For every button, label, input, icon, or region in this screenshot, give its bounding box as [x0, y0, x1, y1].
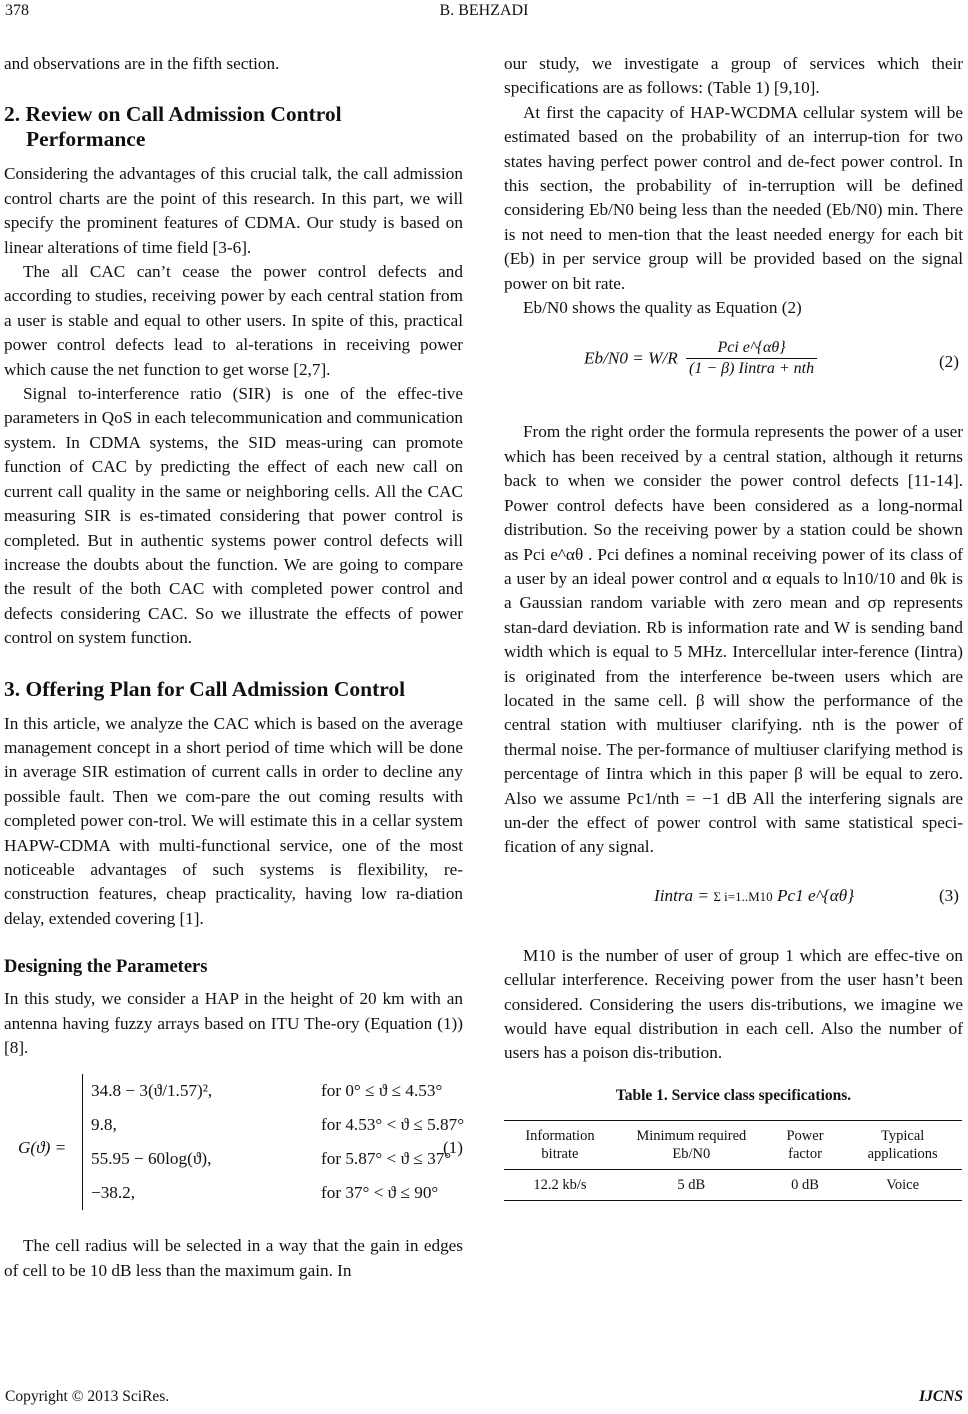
paragraph: Signal to-interference ratio (SIR) is one of the effec-tive parameters in QoS in each telecommunication and communication system. In CDMA systems, the SID meas-uring can promote function of CAC by predicting the effect of each new call on current call quality in the same or neighboring cells. All the CAC measuring SIR is es-timated considering that power control is completed. But in authentic systems power control defects will increase the doubts about the function. We are going to compare the result of the both CAC with completed power control and defects considering CAC. So we illustrate the effects of power control on system function.: [4, 384, 463, 648]
case-row: 34.8 − 3(ϑ/1.57)², for 0° ≤ ϑ ≤ 4.53°: [91, 1081, 443, 1101]
paragraph: Eb/N0 shows the quality as Equation (2): [523, 298, 802, 318]
section-3-heading: 3. Offering Plan for Call Admission Control: [4, 676, 406, 701]
case-row: −38.2, for 37° < ϑ ≤ 90°: [91, 1183, 439, 1203]
paragraph: Considering the advantages of this crucial talk, the call admission control charts are the point of this research. In this part, we will specify the prominent features of CDMA. Our study is based on linear alterations of time field [3-6].: [4, 164, 463, 257]
sum-symbol: Σ i=1..M10: [713, 888, 773, 904]
case-row: 55.95 − 60log(ϑ), for 5.87° < ϑ ≤ 37°: [91, 1149, 452, 1169]
page-number: 378: [5, 2, 29, 19]
column-header: Information bitrate: [504, 1121, 616, 1170]
equation-2-number: (2): [938, 352, 959, 372]
paragraph: our study, we investigate a group of services which their specifications are as follows: (Table 1) [9,10].: [504, 54, 963, 98]
journal-name: IJCNS: [919, 1388, 963, 1405]
column-header: Power factor: [767, 1121, 844, 1170]
case-row: 9.8, for 4.53° < ϑ ≤ 5.87°: [91, 1115, 465, 1135]
table-header-row: [504, 1121, 962, 1170]
equation-2: [504, 330, 963, 406]
equation-1-lhs: G(ϑ) =: [18, 1138, 67, 1158]
paragraph: In this study, we consider a HAP in the height of 20 km with an antenna having fuzzy arrays based on ITU The-ory (Equation (1)) [8].: [4, 989, 463, 1057]
subsection-heading: Designing the Parameters: [4, 957, 208, 978]
equation-2-denominator: (1 − β) Iintra + nth: [689, 360, 815, 378]
paragraph: The all CAC can’t cease the power control defects and according to studies, receiving power by each central station from a user is stable and equal to other users. In spite of this, practical power control defects lead to al-terations in receiving power which cause the net function to get worse [2,7].: [4, 262, 463, 379]
equation-1-cases: [82, 1074, 464, 1210]
paragraph: At first the capacity of HAP-WCDMA cellular system will be estimated based on the probability of an interrup-tion for two states having perfect power control and de-fect power control. In this section, the probability of in-terruption will be defined considering Eb/N0 being less than the needed (Eb/N0) min. There is not need to men-tion that the least needed energy for each bit (Eb) in per service group will be provided based on the signal power on bit rate.: [504, 102, 963, 293]
table-caption: Table 1. Service class specifications.: [615, 1086, 852, 1104]
equation-3: [504, 870, 963, 932]
equation-2-fraction: [686, 338, 817, 379]
service-class-table: [504, 1120, 962, 1201]
section-2-title-cont: Performance: [26, 127, 146, 152]
paragraph: M10 is the number of user of group 1 which are effec-tive on cellular interference. Receiving power from the user hasn’t been considered. Considering the users dis-tributions, we imagine we would have equal distribution in each cell. Also the number of users has a poison dis-tribution.: [504, 945, 963, 1063]
equation-1: [4, 1074, 463, 1224]
section-2-title: 2. Review on Call Admission Control: [4, 102, 342, 127]
table-cell: 0 dB: [767, 1170, 844, 1201]
column-header: Typical applications: [843, 1121, 962, 1170]
running-author: B. BEHZADI: [439, 2, 529, 19]
paragraph: In this article, we analyze the CAC which is based on the average management concept in a short period of time which will be done in average SIR estimation of current calls in order to decline any possible fault. Then we com-pare the out coming results with completed power con-trol. We will estimate this in a cellar system HAPW-CDMA with multi-functional service, one of the most noticeable advantages of such systems is flexibility, re-construction features, cheap practicality, having low ra-diation delay, extended covering [1].: [4, 713, 463, 928]
equation-2-numerator: Pci e^{αθ}: [686, 338, 817, 359]
page-footer: [5, 1388, 963, 1410]
copyright: Copyright © 2013 SciRes.: [5, 1388, 170, 1405]
right-column: [504, 52, 963, 1201]
paragraph: The cell radius will be selected in a way that the gain in edges of cell to be 10 dB less than the maximum gain. In: [4, 1236, 463, 1280]
running-header: [5, 2, 963, 24]
equation-1-number: (1): [442, 1138, 463, 1158]
equation-3-lhs: Iintra =: [654, 885, 710, 905]
table-row: [504, 1170, 962, 1201]
intro-line: and observations are in the fifth section.: [4, 54, 280, 73]
left-column: [4, 52, 463, 1283]
equation-3-term: Pc1 e^{αθ}: [776, 885, 855, 905]
paragraph: From the right order the formula represents the power of a user which has been received by a central station, although it returns back to when we consider the power control defects [11-14]. Power control defects have been considered as a long-normal distribution. So the receiving power by a station could be shown as Pci e^αθ . Pci defines a nominal receiving power of its class of a user by an ideal power control and α equals to ln10/10 and θk is a Gaussian random variable with zero mean and σp represents stan-dard deviation. Rb is information rate and W is sending band width which is equal to 5 MHz. Intercellular inter-ference (Iintra) is originated from the interference be-tween users which are located in the same cell. β will show the performance of the central station with multiuser clarifying. nth is the power of thermal noise. The per-formance of multiuser clarifying method is percentage of Iintra which in this paper β will be equal to zero. Also we assume Pc1/nth = −1 dB All the interfering signals are un-der the effect of power control with same statistical speci-fication of any signal.: [504, 422, 963, 857]
column-header: Minimum required Eb/N0: [616, 1121, 767, 1170]
table-cell: 5 dB: [616, 1170, 767, 1201]
table-cell: Voice: [843, 1170, 962, 1201]
table-cell: 12.2 kb/s: [504, 1170, 616, 1201]
section-2-heading: [4, 102, 463, 152]
equation-2-lhs: Eb/N0 = W/R: [584, 348, 678, 368]
equation-3-number: (3): [938, 885, 959, 905]
